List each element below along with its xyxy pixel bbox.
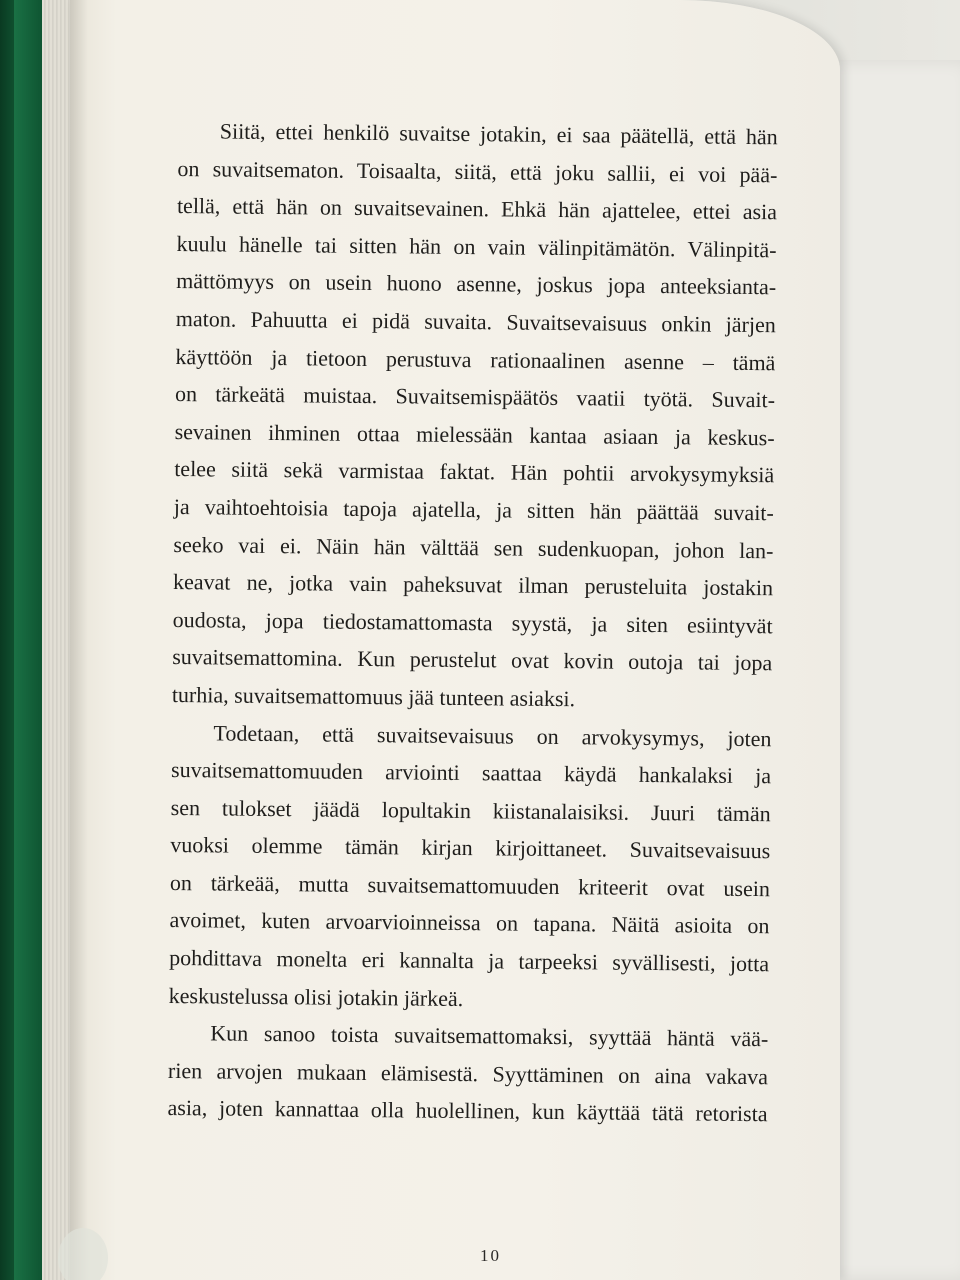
text-line: keavat ne, jotka vain paheksuvat ilman perusteluita jostakin: [172, 569, 774, 601]
text-line: ja vaihtoehtoisia tapoja ajatella, ja sitten hän päättää suvait-: [173, 493, 774, 526]
thumb-blur: [58, 1228, 108, 1280]
text-line: maton. Pahuutta ei pidä suvaita. Suvaitsevaisuus onkin järjen: [175, 305, 776, 338]
page-text: [167, 112, 778, 1133]
book-cover-edge: [14, 0, 44, 1280]
text-line: suvaitsemattomuuden arviointi saattaa käydä hankalaksi ja: [170, 757, 772, 789]
text-line: mättömyys on usein huono asenne, joskus jopa anteeksianta-: [176, 268, 777, 300]
text-line: käyttöön ja tietoon perustuva rationaalinen asenne – tämä: [175, 343, 776, 375]
text-line: kuulu hänelle tai sitten hän on vain välinpitämätön. Välinpitä-: [176, 230, 777, 263]
text-line: on suvaitsematon. Toisaalta, siitä, että joku sallii, ei voi pää-: [177, 155, 778, 187]
text-line: sevainen ihminen ottaa mielessään kantaa asiaan ja keskus-: [174, 418, 775, 451]
text-line: asia, joten kannattaa olla huolellinen, kun käyttää tätä retorista: [167, 1095, 768, 1127]
text-line: telee siitä sekä varmistaa faktat. Hän pohtii arvokysymyksiä: [174, 456, 775, 488]
text-line: pohdittava monelta eri kannalta ja tarpeeksi syvällisesti, jotta: [169, 945, 770, 977]
text-line: suvaitsemattomina. Kun perustelut ovat kovin outoja tai jopa: [172, 644, 773, 676]
paragraph-1: [172, 112, 778, 720]
text-line: seeko vai ei. Näin hän välttää sen sudenkuopan, johon lan-: [173, 531, 774, 563]
text-line: on tärkeää, mutta suvaitsemattomuuden kriteerit ovat usein: [169, 869, 771, 902]
paragraph-3: [167, 1014, 768, 1133]
text-line: vuoksi olemme tämän kirjan kirjoittaneet. Suvaitsevaisuus: [170, 832, 771, 864]
paragraph-2: [169, 713, 772, 1020]
text-line: rien arvojen mukaan elämisestä. Syyttäminen on aina vakava: [167, 1057, 769, 1090]
text-line: Todetaan, että suvaitsevaisuus on arvokysymys, joten: [213, 719, 772, 751]
text-line: keskustelussa olisi jotakin järkeä.: [168, 982, 464, 1011]
page-number: 10: [480, 1246, 501, 1265]
text-line: on tärkeätä muistaa. Suvaitsemispäätös vaatii työtä. Suvait-: [174, 381, 776, 413]
text-line: sen tulokset jäädä lopultakin kiistanalaisiksi. Juuri tämän: [170, 794, 771, 826]
text-line: oudosta, jopa tiedostamattomasta syystä, ja siten esiintyvät: [172, 606, 773, 638]
text-line: Kun sanoo toista suvaitsemattomaksi, syyttää häntä vää-: [210, 1020, 769, 1052]
text-line: avoimet, kuten arvoarvioinneissa on tapana. Näitä asioita on: [169, 907, 770, 939]
text-line: turhia, suvaitsemattomuus jää tunteen asiaksi.: [171, 681, 576, 712]
text-line: Siitä, ettei henkilö suvaitse jotakin, ei saa päätellä, että hän: [219, 118, 778, 150]
text-line: tellä, että hän on suvaitsevainen. Ehkä hän ajattelee, ettei asia: [176, 193, 778, 225]
book-page: [70, 0, 840, 1280]
